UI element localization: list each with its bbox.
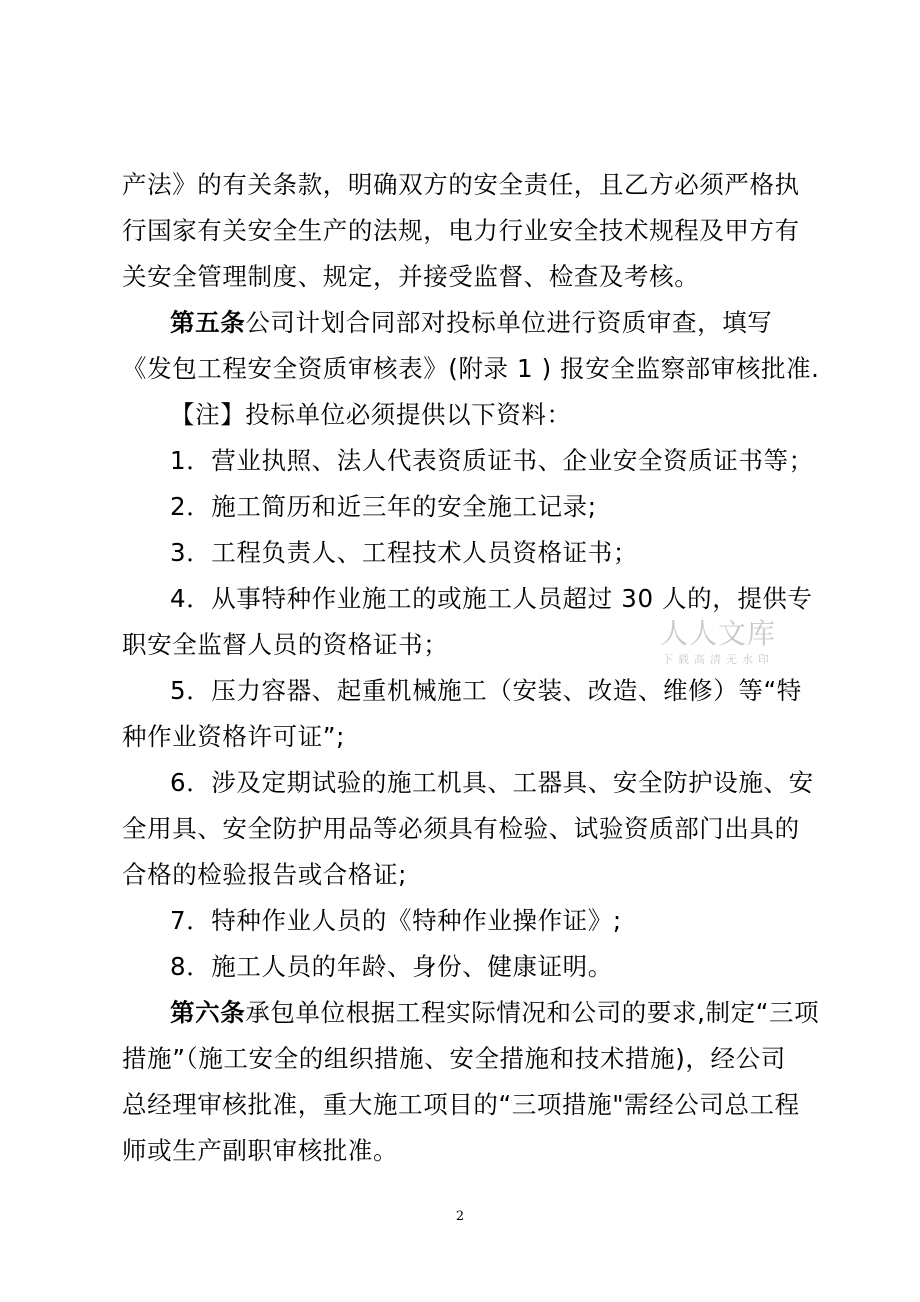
watermark-title: 人人文库	[659, 617, 776, 650]
note-heading: 【注】投标单位必须提供以下资料：	[170, 400, 572, 429]
article-6-line-1	[170, 998, 819, 1028]
watermark-subtitle: 下载高清无水印	[662, 653, 774, 666]
article-6-line-4: 师或生产副职审核批准。	[122, 1136, 399, 1165]
list-item-4: 4．从事特种作业施工的或施工人员超过 30 人的，提供专	[170, 584, 813, 613]
article-6-text: 承包单位根据工程实际情况和公司的要求,制定“三项	[245, 998, 820, 1027]
paragraph-line-2: 行国家有关安全生产的法规，电力行业安全技术规程及甲方有	[122, 216, 800, 245]
list-item-6: 6．涉及定期试验的施工机具、工器具、安全防护设施、安	[170, 768, 814, 797]
list-item-5-cont: 种作业资格许可证”;	[122, 722, 345, 751]
article-6-label: 第六条	[170, 998, 246, 1027]
page-number: 2	[455, 1209, 465, 1224]
list-item-8: 8．施工人员的年龄、身份、健康证明。	[170, 952, 613, 981]
article-5-label: 第五条	[170, 308, 246, 337]
article-5-line-1	[170, 308, 772, 338]
watermark	[648, 617, 788, 667]
list-item-1: 1．营业执照、法人代表资质证书、企业安全资质证书等；	[170, 446, 814, 475]
article-6-line-2: 措施”（施工安全的组织措施、安全措施和技术措施)，经公司	[122, 1044, 786, 1073]
article-5-line-2: 《发包工程安全资质审核表》(附录 1 ) 报安全监察部审核批准.	[122, 354, 820, 383]
list-item-6-cont-2: 合格的检验报告或合格证;	[122, 860, 407, 889]
list-item-5: 5．压力容器、起重机械施工（安装、改造、维修）等“特	[170, 676, 802, 705]
paragraph-line-3: 关安全管理制度、规定，并接受监督、检查及考核。	[122, 262, 700, 291]
article-6-line-3: 总经理审核批准，重大施工项目的“三项措施"需经公司总工程	[122, 1090, 800, 1119]
list-item-3: 3．工程负责人、工程技术人员资格证书；	[170, 538, 638, 567]
paragraph-line-1: 产法》的有关条款，明确双方的安全责任，且乙方必须严格执	[122, 170, 800, 199]
article-5-text: 公司计划合同部对投标单位进行资质审查，填写	[245, 308, 773, 337]
list-item-7: 7．特种作业人员的《特种作业操作证》;	[170, 906, 622, 935]
list-item-6-cont-1: 全用具、安全防护用品等必须具有检验、试验资质部门出具的	[122, 814, 800, 843]
list-item-2: 2．施工简历和近三年的安全施工记录;	[170, 492, 597, 521]
list-item-4-cont: 职安全监督人员的资格证书；	[122, 630, 449, 659]
